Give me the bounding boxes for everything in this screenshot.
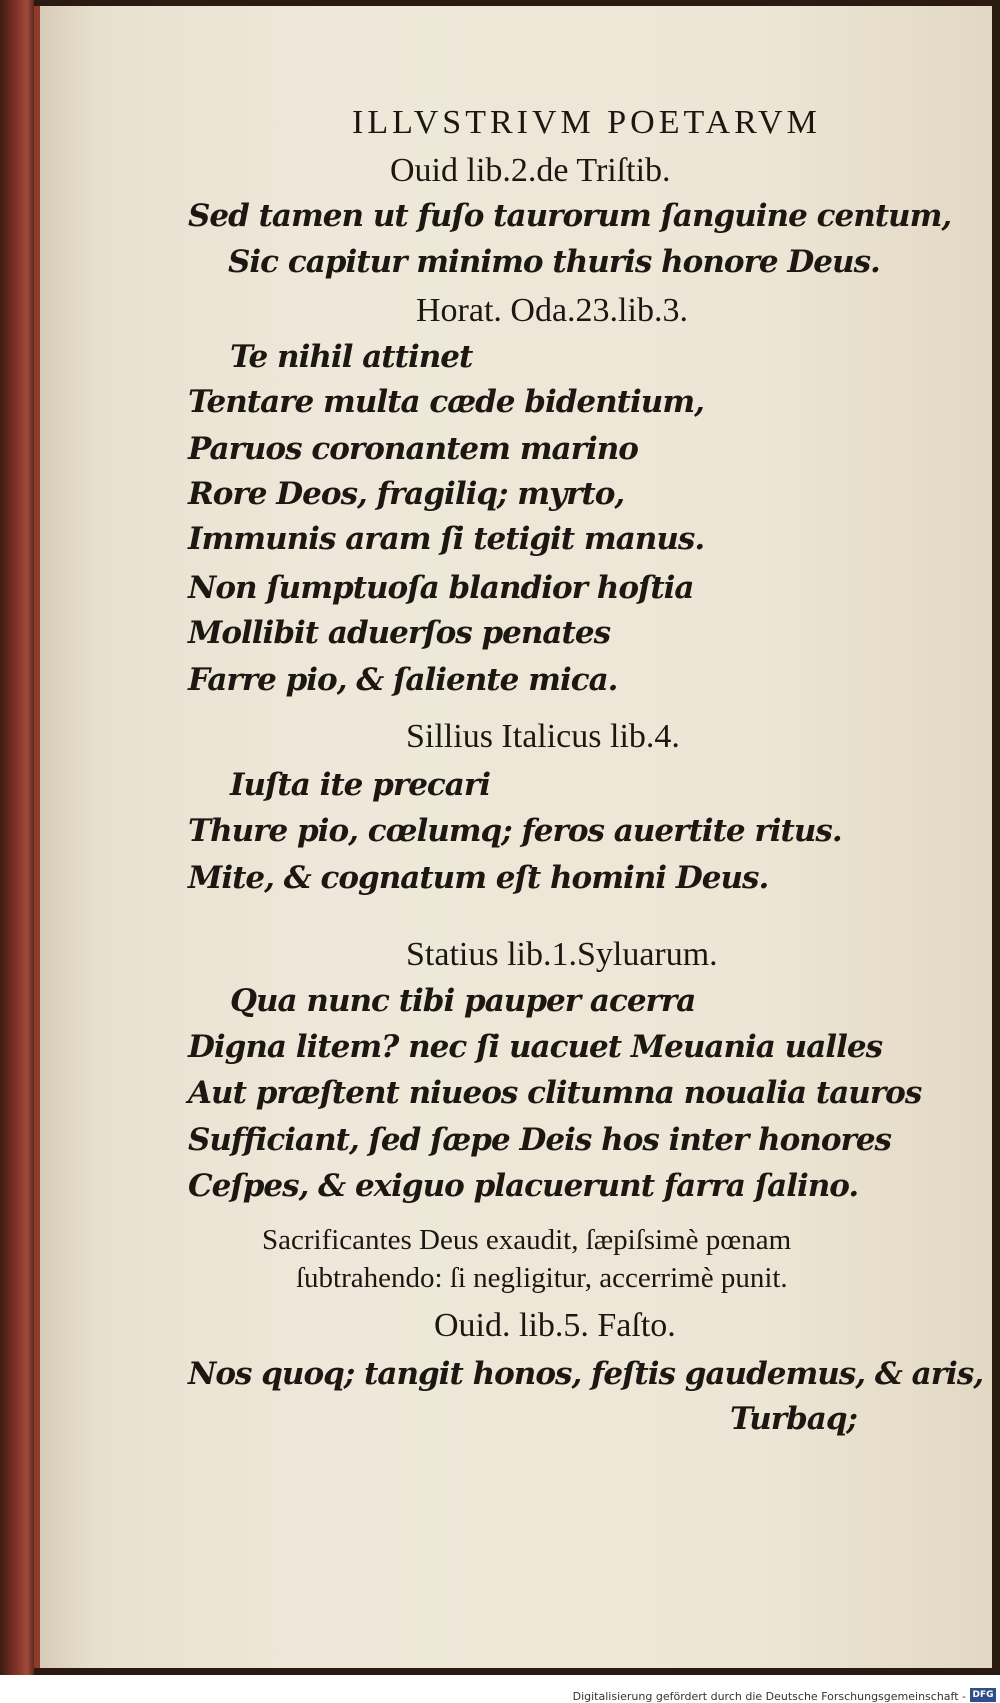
catchword: Turbaq; xyxy=(730,1401,857,1437)
verse-line: Mollibit aduerſos penates xyxy=(188,615,611,651)
section-heading-silius: Sillius Italicus lib.4. xyxy=(406,718,680,755)
verse-line: Digna litem? nec ſi uacuet Meuania ualles xyxy=(188,1029,883,1065)
running-head: ILLVSTRIVM POETARVM xyxy=(352,104,821,141)
digitization-credit: Digitalisierung gefördert durch die Deutsche Forschungsgemeinschaft - xyxy=(572,1690,966,1703)
verse-line: Ceſpes, & exiguo placuerunt farra ſalino. xyxy=(188,1168,859,1204)
verse-line: Sufficiant, ſed ſæpe Deis hos inter honores xyxy=(188,1122,891,1158)
verse-line: Non ſumptuoſa blandior hoſtia xyxy=(188,570,694,606)
verse-line: Rore Deos, fragiliq; myrto, xyxy=(188,476,625,512)
verse-line: Immunis aram ſi tetigit manus. xyxy=(188,521,705,557)
dfg-logo-icon: DFG xyxy=(970,1688,996,1702)
section-heading-ovid-tristia: Ouid lib.2.de Triſtib. xyxy=(390,152,671,189)
book-page xyxy=(34,6,992,1668)
verse-line: Qua nunc tibi pauper acerra xyxy=(230,983,696,1019)
verse-line: Sed tamen ut fuſo taurorum ſanguine centum, xyxy=(188,198,952,234)
page-text xyxy=(40,6,992,1668)
section-heading-statius: Statius lib.1.Syluarum. xyxy=(406,936,718,973)
section-heading-ovid-fasti: Ouid. lib.5. Faſto. xyxy=(434,1307,676,1344)
prose-line: Sacrificantes Deus exaudit, ſæpiſsimè pœnam xyxy=(262,1224,792,1256)
verse-line: Mite, & cognatum eſt homini Deus. xyxy=(188,860,769,896)
verse-line: Thure pio, cœlumq; feros auertite ritus. xyxy=(188,813,842,849)
section-heading-horace: Horat. Oda.23.lib.3. xyxy=(416,292,688,329)
verse-line: Tentare multa cæde bidentium, xyxy=(188,384,704,420)
verse-line: Iuſta ite precari xyxy=(230,767,490,803)
verse-line: Aut præſtent niueos clitumna noualia tauros xyxy=(188,1075,922,1111)
verse-line: Farre pio, & ſaliente mica. xyxy=(188,662,618,698)
prose-line: ſubtrahendo: ſi negligitur, accerrimè punit. xyxy=(296,1262,788,1294)
verse-line: Sic capitur minimo thuris honore Deus. xyxy=(228,244,880,280)
verse-line: Nos quoq; tangit honos, feſtis gaudemus, & aris, xyxy=(188,1356,984,1392)
book-binding-edge xyxy=(0,0,34,1675)
verse-line: Te nihil attinet xyxy=(230,339,473,375)
verse-line: Paruos coronantem marino xyxy=(188,431,638,467)
